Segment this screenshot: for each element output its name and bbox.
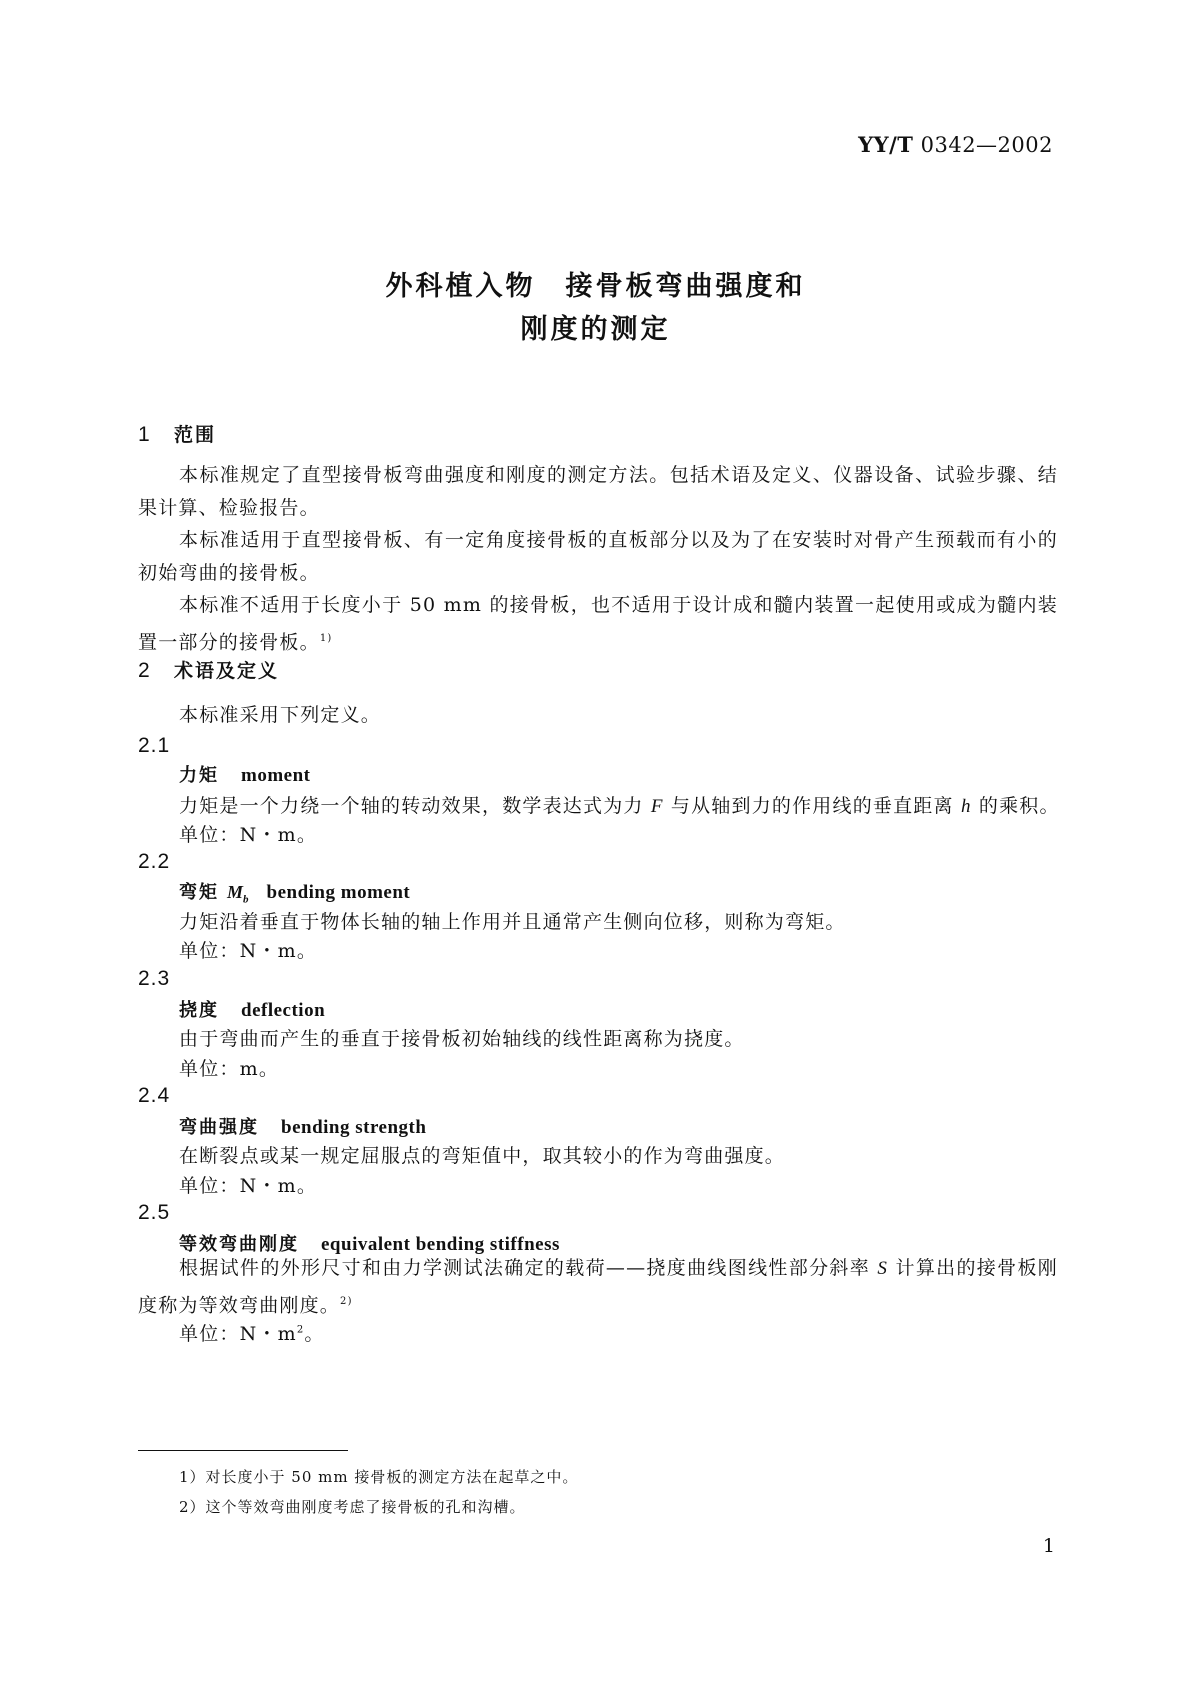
unit-text: 。: [304, 1323, 325, 1345]
footnote-2: 2）这个等效弯曲刚度考虑了接骨板的孔和沟槽。: [179, 1498, 526, 1516]
term-unit: 单位：N・m。: [179, 1175, 318, 1197]
term-zh: 力矩: [179, 765, 219, 786]
term-number: 2.1: [138, 734, 171, 757]
def-text: 的乘积。: [971, 795, 1060, 817]
term-heading: [179, 878, 410, 906]
term-en: equivalent bending stiffness: [321, 1234, 560, 1255]
term-definition: [179, 791, 1060, 818]
def-text: 力矩是一个力绕一个轴的转动效果，数学表达式为力: [179, 795, 651, 817]
symbol-subscript: b: [243, 893, 249, 906]
symbol-base: M: [227, 882, 244, 902]
section-1-heading: [138, 420, 216, 447]
term-symbol: [227, 882, 249, 906]
section-1-paragraph-3: [138, 589, 1058, 659]
section-title: 范围: [174, 424, 217, 446]
term-unit: 单位：N・m。: [179, 940, 318, 962]
variable-F: F: [650, 796, 664, 817]
term-definition: [138, 1252, 1058, 1322]
term-unit: 单位：m。: [179, 1058, 280, 1080]
term-heading: [179, 761, 310, 787]
section-number: 1: [138, 423, 150, 446]
term-zh: 等效弯曲刚度: [179, 1234, 299, 1255]
section-1-paragraph-2: 本标准适用于直型接骨板、有一定角度接骨板的直板部分以及为了在安装时对骨产生预载而有小的初始弯曲的接骨板。: [138, 529, 1058, 584]
term-unit: 单位：N・m。: [179, 824, 318, 846]
term-zh: 弯矩: [179, 882, 219, 903]
term-en: deflection: [241, 1000, 326, 1021]
term-number: 2.3: [138, 967, 171, 990]
standard-code-prefix: YY/T: [858, 132, 914, 157]
standard-code: [858, 132, 1053, 157]
term-number: 2.2: [138, 850, 171, 873]
term-heading: [179, 996, 325, 1022]
term-en: moment: [241, 765, 311, 786]
def-text: 根据试件的外形尺寸和由力学测试法确定的载荷——挠度曲线图线性部分斜率: [179, 1257, 878, 1279]
footnote-1: 1）对长度小于 50 mm 接骨板的测定方法在起草之中。: [179, 1468, 579, 1486]
variable-h: h: [960, 796, 972, 817]
term-definition: 力矩沿着垂直于物体长轴的轴上作用并且通常产生侧向位移，则称为弯矩。: [179, 911, 846, 933]
term-number: 2.5: [138, 1201, 171, 1224]
standard-code-number: 0342—2002: [920, 133, 1053, 157]
term-definition: 在断裂点或某一规定屈服点的弯矩值中，取其较小的作为弯曲强度。: [179, 1145, 786, 1167]
section-2-intro: 本标准采用下列定义。: [179, 704, 382, 726]
footnote-ref: 1): [319, 633, 333, 644]
page-number: 1: [1042, 1535, 1055, 1557]
section-1-paragraph-1: 本标准规定了直型接骨板弯曲强度和刚度的测定方法。包括术语及定义、仪器设备、试验步骤、结果计算、检验报告。: [138, 464, 1058, 519]
footnote-divider: [138, 1450, 348, 1451]
paragraph-text: 本标准不适用于长度小于 50 mm 的接骨板，也不适用于设计成和髓内装置一起使用或成为髓内装置一部分的接骨板。: [138, 594, 1058, 654]
term-zh: 挠度: [179, 1000, 219, 1021]
unit-exponent: 2: [296, 1324, 305, 1336]
section-number: 2: [138, 659, 150, 682]
unit-text: 单位：N・m: [179, 1323, 297, 1345]
def-text: 与从轴到力的作用线的垂直距离: [663, 795, 961, 817]
title-line-1: 外科植入物 接骨板弯曲强度和: [385, 271, 806, 302]
term-definition: 由于弯曲而产生的垂直于接骨板初始轴线的线性距离称为挠度。: [179, 1028, 745, 1050]
section-2-heading: [138, 656, 279, 683]
section-title: 术语及定义: [174, 660, 280, 682]
term-zh: 弯曲强度: [179, 1117, 259, 1138]
term-en: bending strength: [281, 1117, 427, 1138]
term-heading: [179, 1113, 426, 1139]
term-unit: [179, 1319, 325, 1346]
def-text: 计算出的接骨板刚度称为等效弯曲刚度。: [138, 1257, 1058, 1317]
title-line-2: 刚度的测定: [520, 314, 671, 345]
term-number: 2.4: [138, 1084, 171, 1107]
footnote-ref: 2): [340, 1296, 353, 1307]
variable-S: S: [877, 1258, 889, 1279]
term-en: bending moment: [266, 882, 411, 903]
